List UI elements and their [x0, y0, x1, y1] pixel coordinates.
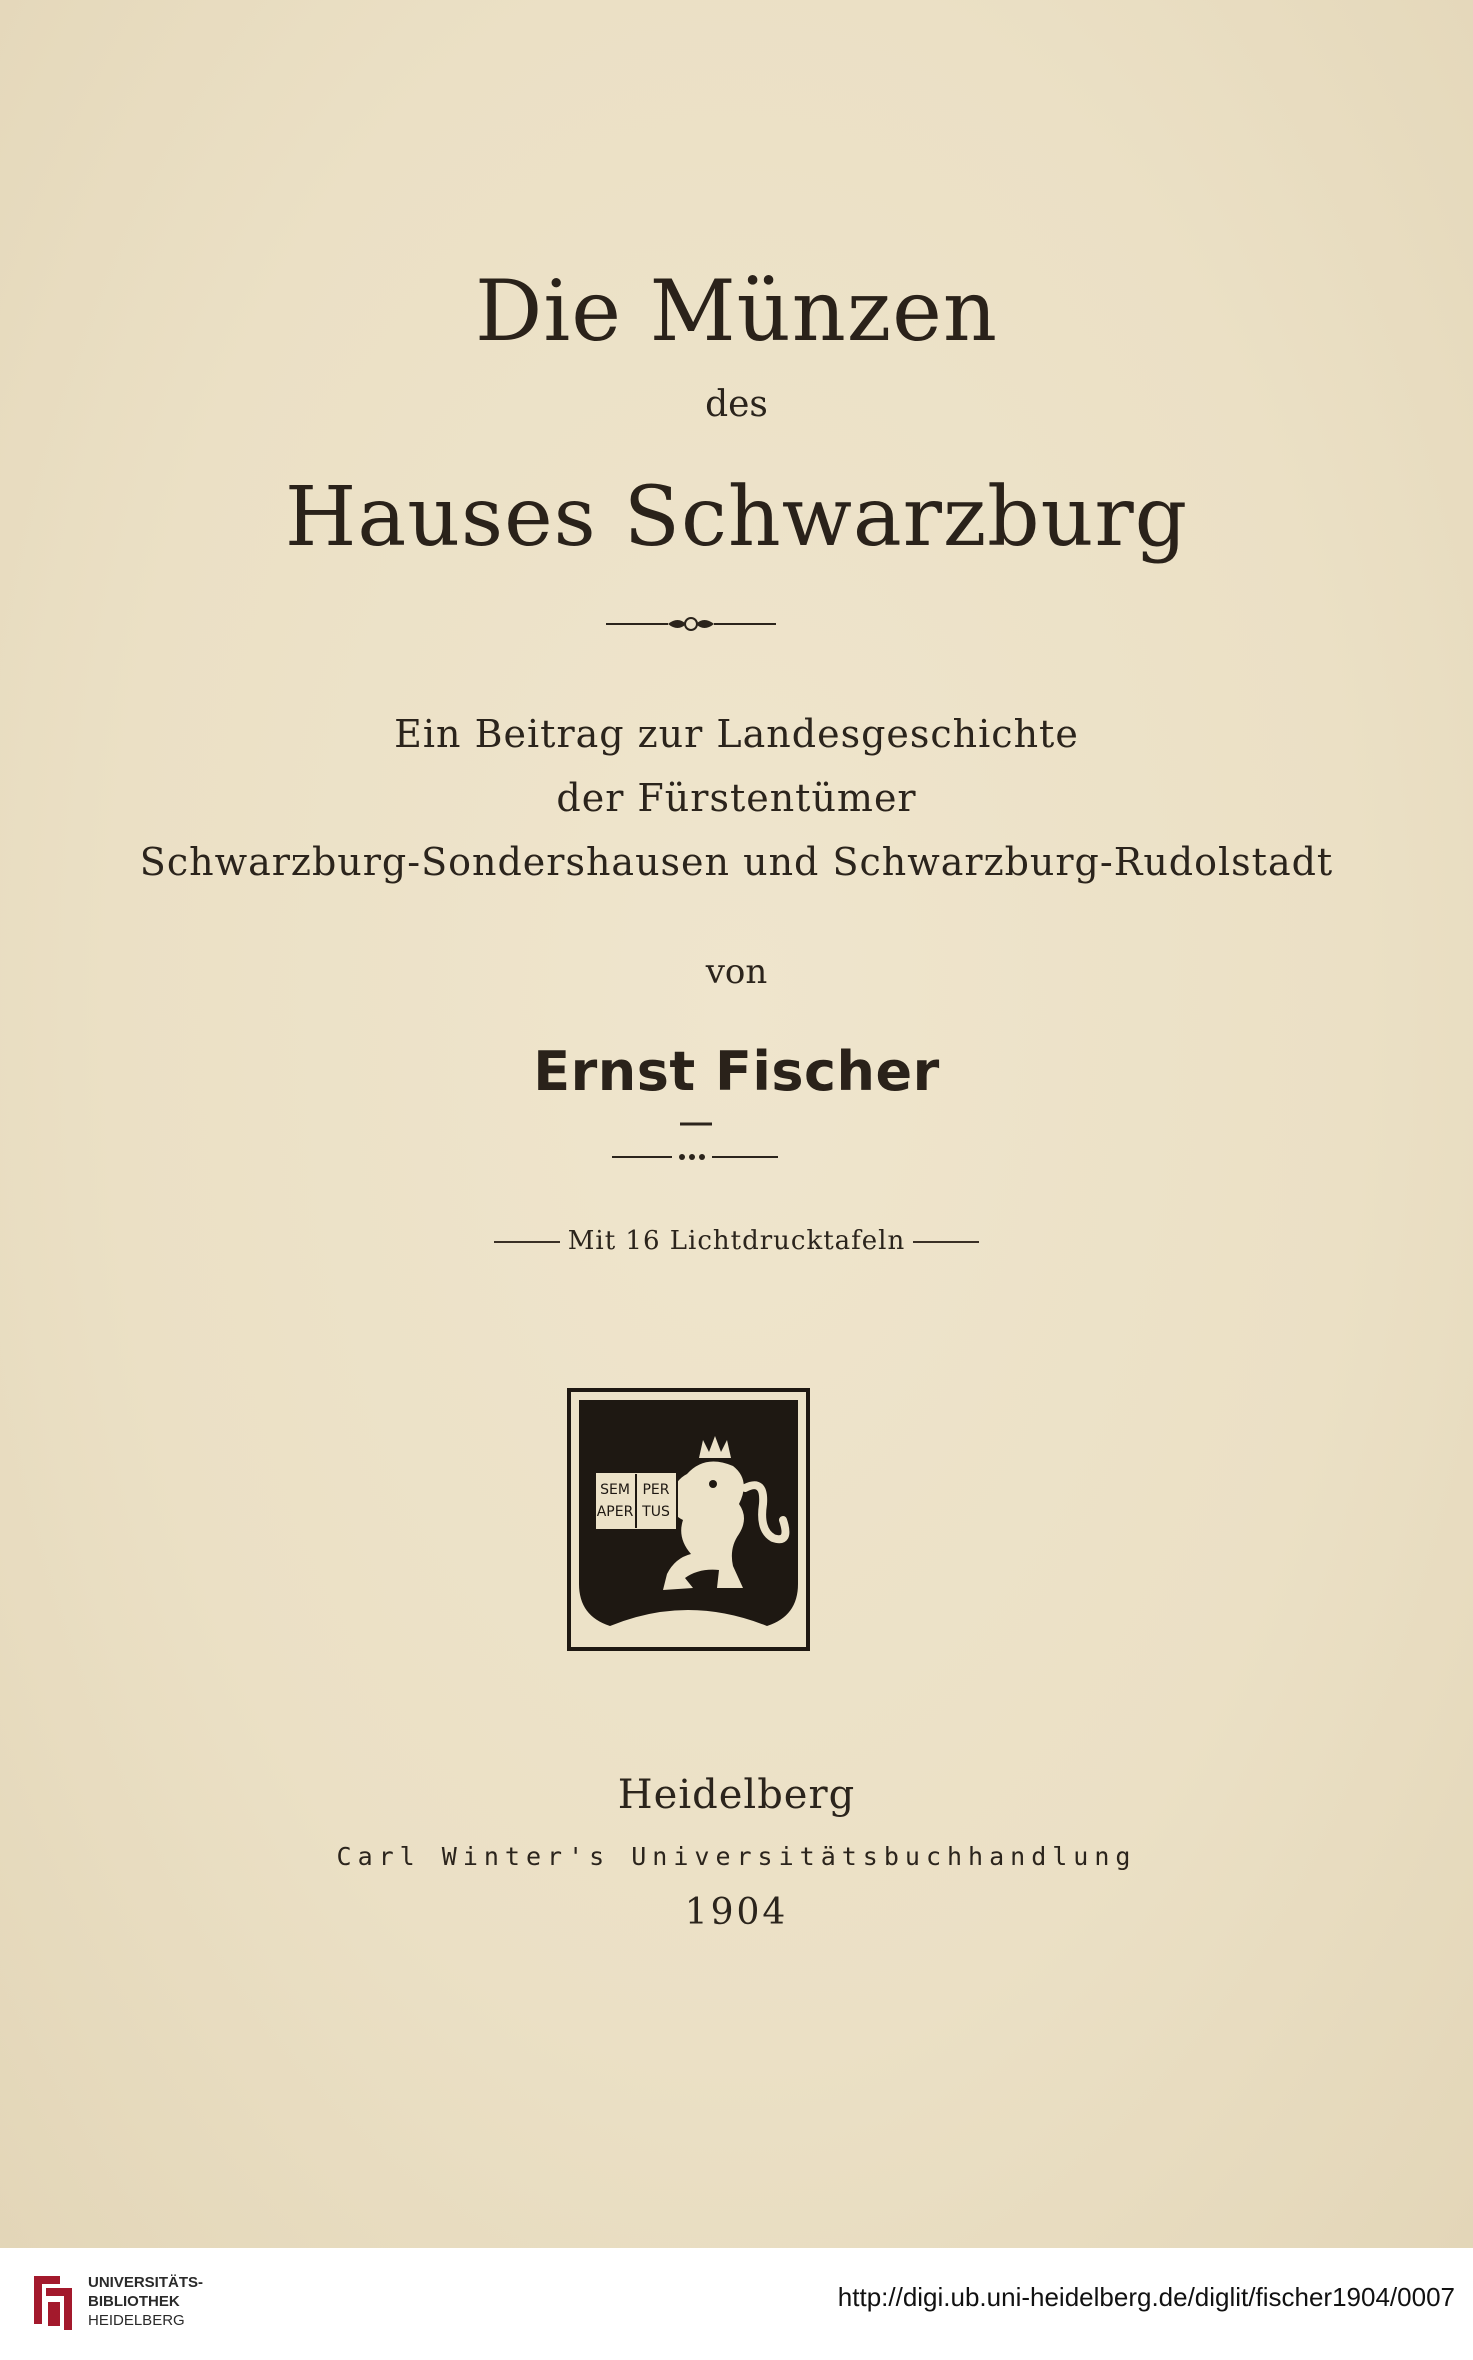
emblem-motto-1a: SEM — [600, 1482, 630, 1498]
permalink-url[interactable]: http://digi.ub.uni-heidelberg.de/diglit/fischer1904/0007 — [837, 2282, 1455, 2312]
title-connector: des — [705, 384, 768, 425]
right-rule — [913, 1241, 979, 1243]
plates-note — [0, 1226, 1473, 1256]
library-logo-icon — [30, 2268, 80, 2332]
left-rule — [494, 1241, 560, 1243]
library-name-line-3: HEIDELBERG — [88, 2312, 185, 2329]
imprint-year: 1904 — [684, 1892, 789, 1933]
library-name-line-2: BIBLIOTHEK — [88, 2293, 180, 2310]
plates-note-text: Mit 16 Lichtdrucktafeln — [567, 1226, 906, 1256]
emblem-motto-2b: TUS — [642, 1504, 670, 1520]
ornament-divider-icon — [606, 612, 776, 636]
library-name-line-1: UNIVERSITÄTS- — [88, 2274, 204, 2291]
author-name: Ernst Fischer — [533, 1040, 940, 1103]
byline-von: von — [705, 952, 768, 992]
emblem-motto-1b: PER — [642, 1482, 670, 1498]
subtitle-line-2: der Fürstentümer — [556, 776, 917, 820]
emblem-motto-2a: APER — [596, 1504, 634, 1520]
publisher-emblem-icon — [567, 1388, 810, 1651]
footer-bar — [0, 2248, 1473, 2360]
subtitle-line-3: Schwarzburg-Sondershausen und Schwarzburg-Rudolstadt — [139, 840, 1334, 884]
book-title: Die Münzen — [475, 262, 998, 360]
library-name — [88, 2273, 203, 2330]
book-title-subject: Hauses Schwarzburg — [284, 470, 1189, 565]
ornament-rule-icon — [612, 1120, 778, 1166]
subtitle-line-1: Ein Beitrag zur Landesgeschichte — [394, 712, 1079, 756]
imprint-place: Heidelberg — [617, 1772, 856, 1818]
imprint-publisher: Carl Winter's Universitätsbuchhandlung — [336, 1842, 1137, 1871]
